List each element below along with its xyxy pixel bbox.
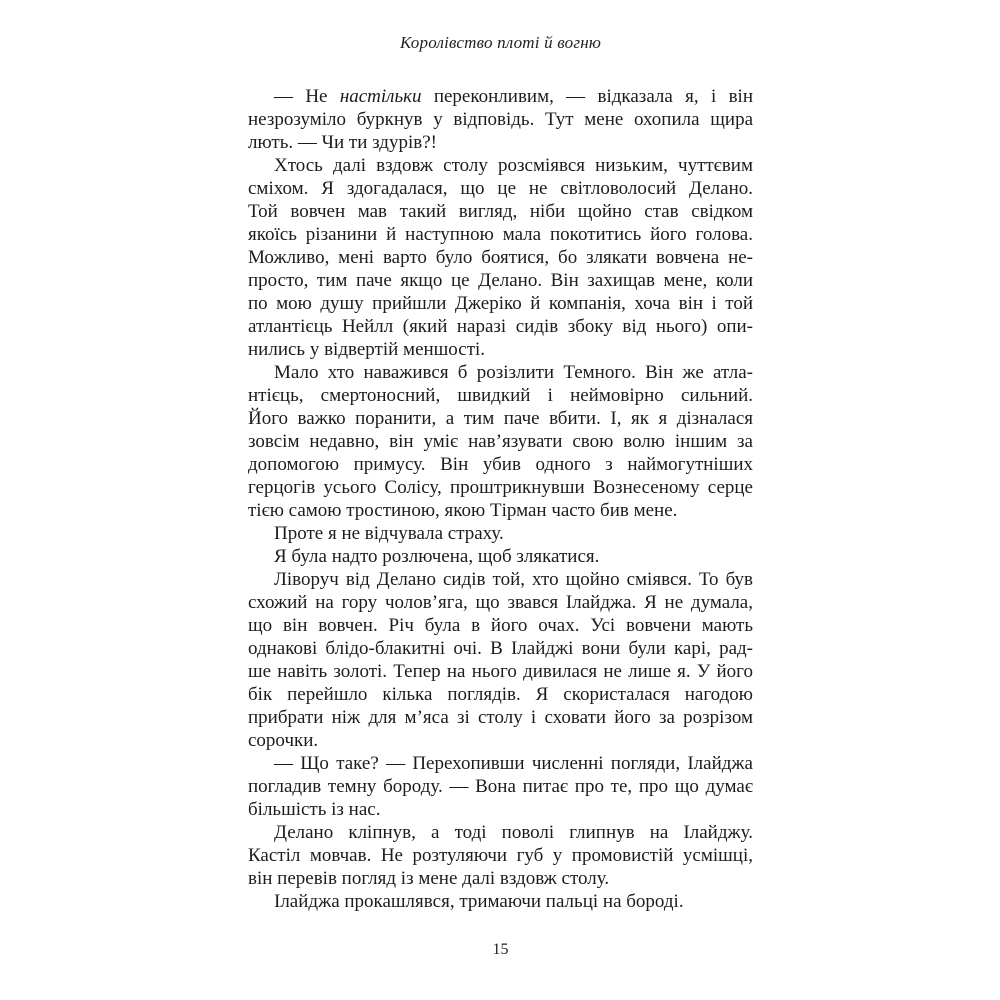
paragraph — [248, 821, 753, 890]
paragraph — [248, 85, 753, 154]
text-line: сорочки. — [248, 730, 319, 751]
text-line: незрозуміло буркнув у відповідь. Тут мене охопила щира — [248, 109, 753, 130]
text-line: Можливо, мені варто було боятися, бо злякати вовчена не- — [248, 247, 753, 268]
text-line: однакові блідо-блакитні очі. В Ілайджі вони були карі, рад- — [248, 638, 753, 659]
text-line: по мою душу прийшли Джеріко й компанія, хоча він і той — [248, 293, 753, 314]
text-line: Я була надто розлючена, щоб злякатися. — [274, 546, 600, 567]
text-line: просто, тим паче якщо це Делано. Він захищав мене, коли — [248, 270, 753, 291]
text-line: нились у відвертій меншості. — [248, 339, 486, 360]
text-line: він перевів погляд із мене далі вздовж столу. — [248, 868, 610, 889]
paragraph — [248, 568, 753, 752]
text-line: Хтось далі вздовж столу розсміявся низьким, чуттєвим — [274, 155, 753, 176]
text-line: лють. — Чи ти здурів?! — [248, 132, 437, 153]
text-line: схожий на гору чолов’яга, що звався Ілайджа. Я не думала, — [248, 592, 753, 613]
text-line: бік перейшло кілька поглядів. Я скористалася нагодою — [248, 684, 753, 705]
text-line: зовсім недавно, він уміє нав’язувати свою волю іншим за — [248, 431, 753, 452]
text-line: Ліворуч від Делано сидів той, хто щойно сміявся. То був — [274, 569, 753, 590]
text-line: сміхом. Я здогадалася, що це не світловолосий Делано. — [248, 178, 753, 199]
text-line: що він вовчен. Річ була в його очах. Усі вовчени мають — [248, 615, 753, 636]
page-number: 15 — [492, 941, 509, 958]
paragraph — [248, 154, 753, 361]
text-line: більшість із нас. — [248, 799, 381, 820]
text-line: погладив темну бороду. — Вона питає про те, про що думає — [248, 776, 753, 797]
text-line: Мало хто наважився б розізлити Темного. Він же атла- — [274, 362, 753, 383]
text-line: прибрати ніж для м’яса зі столу і сховати його за розрізом — [248, 707, 753, 728]
text-line: Проте я не відчувала страху. — [274, 523, 504, 544]
paragraph — [248, 361, 753, 522]
text-line: — Не настільки переконливим, — відказала я, і він — [274, 86, 753, 107]
text-line: герцогів усього Солісу, проштрикнувши Вознесеному серце — [248, 477, 753, 498]
text-line: ше навіть золоті. Тепер на нього дивилася не лише я. У його — [248, 661, 753, 682]
text-block — [248, 85, 753, 913]
running-head-title: Королівство плоті й вогню — [399, 33, 602, 52]
paragraph — [248, 545, 753, 568]
text-line: тією самою тростиною, якою Тірман часто бив мене. — [248, 500, 678, 521]
paragraph — [248, 752, 753, 821]
text-line: Той вовчен мав такий вигляд, ніби щойно став свідком — [248, 201, 753, 222]
text-line: Кастіл мовчав. Не розтуляючи губ у промовистій усмішці, — [248, 845, 753, 866]
text-line: нтієць, смертоносний, швидкий і неймовірно сильний. — [248, 385, 753, 406]
text-line: атлантієць Нейлл (який наразі сидів збоку від нього) опи- — [248, 316, 753, 337]
text-line: — Що таке? — Перехопивши численні погляди, Ілайджа — [274, 753, 753, 774]
text-line: допомогою примусу. Він убив одного з наймогутніших — [248, 454, 753, 475]
text-line: Делано кліпнув, а тоді поволі глипнув на Ілайджу. — [274, 822, 753, 843]
paragraph — [248, 522, 753, 545]
text-line: Ілайджа прокашлявся, тримаючи пальці на бороді. — [274, 891, 684, 912]
paragraph — [248, 890, 753, 913]
text-line: якоїсь різанини й наступною мала покотитись його голова. — [248, 224, 753, 245]
text-line: Його важко поранити, а тим паче вбити. І, як я дізналася — [248, 408, 753, 429]
